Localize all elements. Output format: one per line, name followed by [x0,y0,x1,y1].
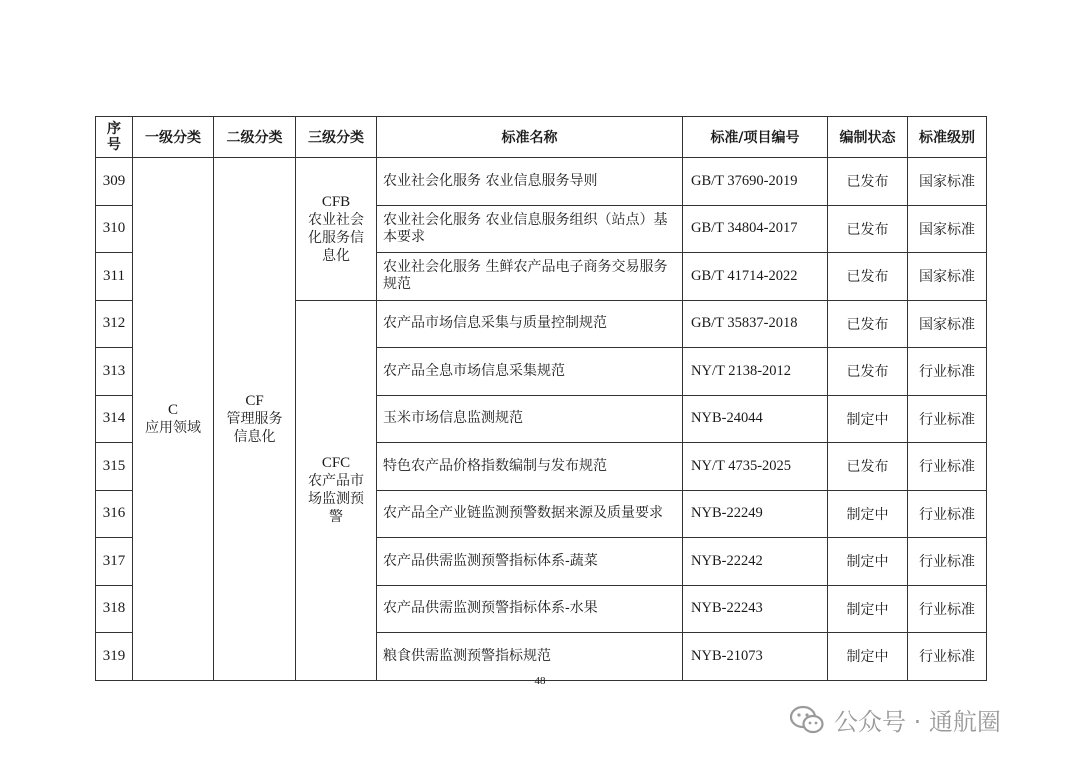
level3-name: 农业社会化服务信息化 [308,211,364,264]
header-level1: 一级分类 [133,117,214,158]
header-code: 标准/项目编号 [683,117,828,158]
header-level: 标准级别 [908,117,987,158]
row-name: 农业社会化服务 生鲜农产品电子商务交易服务规范 [377,253,683,301]
row-level: 行业标准 [908,538,987,586]
row-level: 国家标准 [908,300,987,348]
header-name: 标准名称 [377,117,683,158]
row-level: 国家标准 [908,205,987,253]
row-name: 农产品市场信息采集与质量控制规范 [377,300,683,348]
row-seq: 318 [96,585,133,633]
header-level2: 二级分类 [214,117,296,158]
level3-category-cfc [296,300,377,680]
header-level3: 三级分类 [296,117,377,158]
row-status: 已发布 [828,158,908,206]
row-code: NYB-22249 [683,490,828,538]
row-name: 玉米市场信息监测规范 [377,395,683,443]
row-code: NYB-24044 [683,395,828,443]
level2-name: 管理服务信息化 [226,410,283,445]
row-level: 国家标准 [908,158,987,206]
row-code: NYB-22242 [683,538,828,586]
row-seq: 311 [96,253,133,301]
header-row [96,117,987,158]
row-name: 农业社会化服务 农业信息服务组织（站点）基本要求 [377,205,683,253]
row-code: NYB-21073 [683,633,828,681]
level2-code: CF [245,392,264,409]
header-seq [96,117,133,158]
row-seq: 312 [96,300,133,348]
level1-code: C [167,401,178,418]
wechat-icon [790,705,824,735]
row-status: 制定中 [828,395,908,443]
row-status: 制定中 [828,633,908,681]
row-status: 已发布 [828,443,908,491]
row-level: 行业标准 [908,585,987,633]
row-code: GB/T 41714-2022 [683,253,828,301]
row-code: GB/T 37690-2019 [683,158,828,206]
row-status: 制定中 [828,490,908,538]
level2-category [214,158,296,681]
row-level: 行业标准 [908,395,987,443]
row-status: 已发布 [828,253,908,301]
row-name: 农产品全产业链监测预警数据来源及质量要求 [377,490,683,538]
row-status: 已发布 [828,348,908,396]
table-row [96,158,987,206]
row-name: 农产品全息市场信息采集规范 [377,348,683,396]
row-code: GB/T 35837-2018 [683,300,828,348]
row-level: 行业标准 [908,633,987,681]
header-status: 编制状态 [828,117,908,158]
level3-code: CFC [321,455,351,471]
row-level: 行业标准 [908,443,987,491]
row-name: 农业社会化服务 农业信息服务导则 [377,158,683,206]
row-code: NY/T 2138-2012 [683,348,828,396]
row-code: GB/T 34804-2017 [683,205,828,253]
row-seq: 314 [96,395,133,443]
row-seq: 310 [96,205,133,253]
row-seq: 315 [96,443,133,491]
row-seq: 319 [96,633,133,681]
row-name: 特色农产品价格指数编制与发布规范 [377,443,683,491]
row-name: 粮食供需监测预警指标规范 [377,633,683,681]
level3-category-cfb [296,158,377,301]
row-level: 行业标准 [908,490,987,538]
row-level: 国家标准 [908,253,987,301]
level3-name: 农产品市场监测预警 [308,473,364,525]
header-seq-text: 序号 [107,121,121,153]
row-level: 行业标准 [908,348,987,396]
row-name: 农产品供需监测预警指标体系-蔬菜 [377,538,683,586]
level1-category [133,158,214,681]
row-seq: 316 [96,490,133,538]
watermark [790,702,1001,737]
watermark-text: 公众号 · 通航圈 [834,708,1001,736]
level1-name: 应用领域 [145,419,201,436]
standards-table [95,116,987,681]
row-status: 制定中 [828,585,908,633]
row-status: 已发布 [828,300,908,348]
row-status: 制定中 [828,538,908,586]
row-seq: 309 [96,158,133,206]
row-seq: 313 [96,348,133,396]
row-seq: 317 [96,538,133,586]
page-number: 48 [534,675,546,687]
row-status: 已发布 [828,205,908,253]
row-name: 农产品供需监测预警指标体系-水果 [377,585,683,633]
level3-code: CFB [321,193,351,210]
row-code: NY/T 4735-2025 [683,443,828,491]
row-code: NYB-22243 [683,585,828,633]
